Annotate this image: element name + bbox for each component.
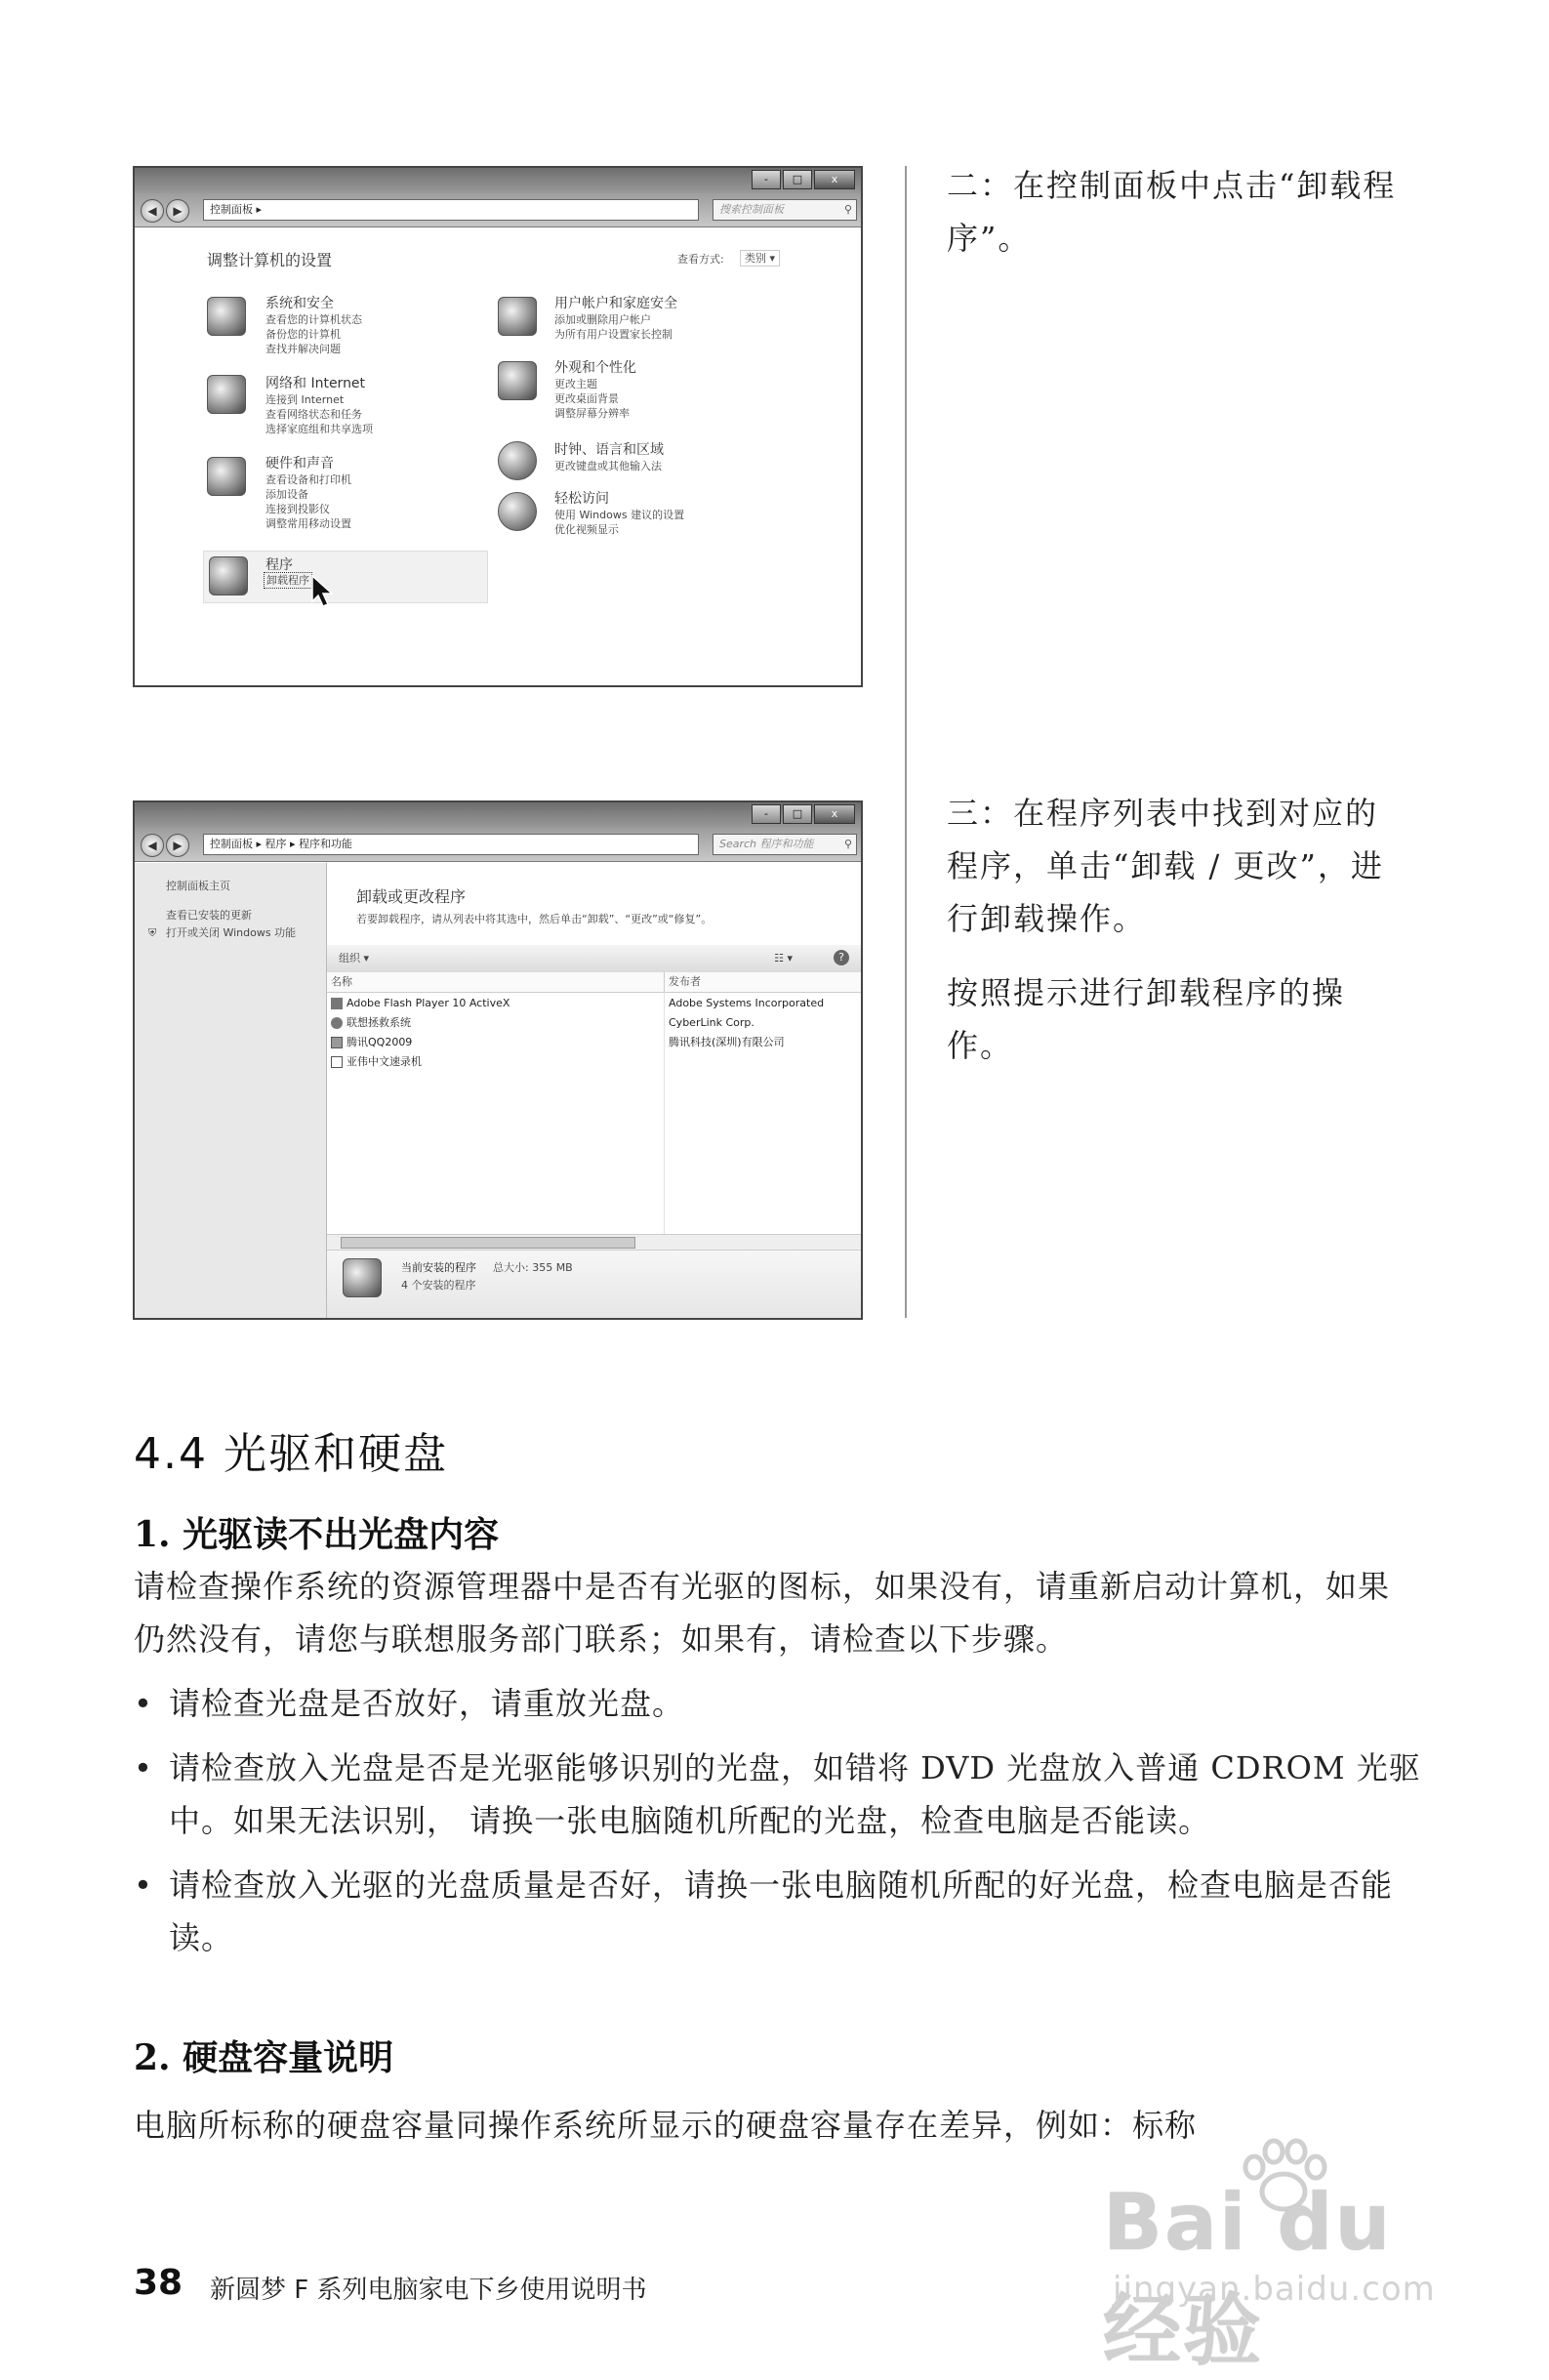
- uninstall-program-link[interactable]: 卸载程序: [264, 572, 312, 589]
- address-bar: [135, 828, 861, 862]
- horizontal-scrollbar[interactable]: [327, 1234, 861, 1251]
- minimize-button[interactable]: -: [752, 170, 781, 189]
- section-heading: 4.4 光驱和硬盘: [134, 1429, 448, 1479]
- subsection-heading-2: 2. 硬盘容量说明: [134, 2037, 394, 2078]
- task-link[interactable]: 添加或删除用户帐户: [554, 313, 651, 326]
- task-link[interactable]: 调整屏幕分辨率: [554, 407, 630, 420]
- window-titlebar: [135, 802, 861, 828]
- task-link[interactable]: 连接到 Internet: [265, 393, 345, 406]
- table-row[interactable]: [327, 994, 861, 1013]
- task-link[interactable]: 选择家庭组和共享选项: [265, 423, 373, 435]
- column-header-name[interactable]: 名称: [331, 975, 352, 988]
- book-title: 新圆梦 F 系列电脑家电下乡使用说明书: [210, 2276, 647, 2305]
- program-name: Adobe Flash Player 10 ActiveX: [346, 997, 510, 1009]
- breadcrumb[interactable]: 控制面板 ▸ 程序 ▸ 程序和功能: [203, 834, 699, 855]
- task-link[interactable]: 查看设备和打印机: [265, 473, 351, 486]
- category-link-user-accounts[interactable]: 用户帐户和家庭安全: [554, 296, 677, 311]
- status-title: 当前安装的程序: [401, 1261, 476, 1274]
- main-pane: [327, 863, 861, 1318]
- search-input[interactable]: Search 程序和功能 ⚲: [713, 834, 857, 855]
- step-2-text: 二：在控制面板中点击“卸载程序”。: [947, 167, 1397, 257]
- scrollbar-thumb[interactable]: [341, 1237, 635, 1249]
- close-button[interactable]: x: [814, 804, 855, 824]
- control-panel-body: [135, 228, 861, 685]
- column-divider: [905, 166, 907, 1318]
- minimize-button[interactable]: -: [752, 804, 781, 824]
- maximize-button[interactable]: □: [783, 804, 812, 824]
- sidebar-item-updates[interactable]: 查看已安装的更新: [166, 909, 252, 922]
- list-item: [134, 1742, 1428, 1847]
- window-titlebar: [135, 168, 861, 193]
- task-link[interactable]: 更改键盘或其他输入法: [554, 460, 662, 472]
- search-input[interactable]: 搜索控制面板 ⚲: [713, 199, 857, 221]
- help-icon[interactable]: ?: [834, 950, 849, 965]
- users-icon: [498, 297, 537, 336]
- program-name: 联想拯救系统: [346, 1016, 411, 1029]
- list-item: [134, 1859, 1428, 1964]
- bullet-icon: •: [134, 1685, 153, 1722]
- shield-icon: ⛨: [148, 926, 157, 939]
- step-3-text: 三：在程序列表中找到对应的程序，单击“卸载 / 更改”，进行卸载操作。: [947, 795, 1384, 937]
- monitor-icon: [498, 361, 537, 400]
- ease-access-icon: [498, 492, 537, 531]
- category-link-system-security[interactable]: 系统和安全: [265, 296, 334, 311]
- task-link[interactable]: 更改主题: [554, 378, 597, 390]
- program-publisher: CyberLink Corp.: [669, 1016, 754, 1029]
- printer-icon: [207, 457, 246, 496]
- task-link[interactable]: 添加设备: [265, 488, 308, 501]
- view-by-label: 查看方式:: [677, 253, 724, 266]
- table-row[interactable]: [327, 1013, 861, 1033]
- forward-arrow-icon[interactable]: ▶: [166, 834, 189, 857]
- clock-globe-icon: [498, 441, 537, 480]
- flash-icon: [331, 998, 343, 1009]
- search-icon: ⚲: [843, 838, 852, 850]
- search-icon: ⚲: [843, 203, 852, 216]
- back-arrow-icon[interactable]: ◀: [141, 834, 164, 857]
- task-link[interactable]: 使用 Windows 建议的设置: [554, 509, 685, 521]
- organize-menu[interactable]: 组织 ▾: [339, 952, 370, 964]
- category-link-network[interactable]: 网络和 Internet: [265, 376, 366, 391]
- task-link[interactable]: 调整常用移动设置: [265, 517, 351, 530]
- back-arrow-icon[interactable]: ◀: [141, 199, 164, 223]
- page-number: 38: [134, 2263, 183, 2303]
- list-item: [134, 1677, 1428, 1730]
- task-link[interactable]: 查找并解决问题: [265, 343, 341, 355]
- forward-arrow-icon[interactable]: ▶: [166, 199, 189, 223]
- paragraph-1: 请检查操作系统的资源管理器中是否有光驱的图标，如果没有，请重新启动计算机，如果仍然没有，请您与联想服务部门联系；如果有，请检查以下步骤。: [134, 1568, 1391, 1658]
- paragraph-2: 电脑所标称的硬盘容量同操作系统所显示的硬盘容量存在差异，例如：标称: [134, 2107, 1198, 2144]
- table-row[interactable]: [327, 1033, 861, 1052]
- programs-icon: [209, 556, 248, 595]
- close-button[interactable]: x: [814, 170, 855, 189]
- view-icon[interactable]: ☷ ▾: [774, 952, 793, 964]
- baidu-watermark: [1103, 2157, 1484, 2376]
- toolbar: [327, 945, 861, 973]
- page-description: 若要卸载程序，请从列表中将其选中，然后单击“卸载”、“更改”或“修复”。: [356, 913, 713, 925]
- status-size: 总大小: 355 MB: [493, 1261, 573, 1274]
- task-link[interactable]: 更改桌面背景: [554, 392, 619, 405]
- task-link[interactable]: 优化视频显示: [554, 523, 619, 536]
- programs-icon: [343, 1258, 382, 1297]
- globe-network-icon: [207, 375, 246, 414]
- programs-features-screenshot: [133, 800, 863, 1320]
- program-publisher: 腾讯科技(深圳)有限公司: [669, 1036, 785, 1048]
- task-link[interactable]: 备份您的计算机: [265, 328, 341, 341]
- task-link[interactable]: 查看网络状态和任务: [265, 408, 362, 421]
- maximize-button[interactable]: □: [783, 170, 812, 189]
- step-3-note: 按照提示进行卸载程序的操作。: [947, 974, 1346, 1064]
- bullet-icon: •: [134, 1867, 153, 1904]
- category-link-programs[interactable]: 程序: [265, 557, 293, 573]
- shield-icon: [207, 297, 246, 336]
- watermark-brand: Bai du 经验: [1103, 2177, 1393, 2376]
- sidebar-item-windows-features[interactable]: 打开或关闭 Windows 功能: [166, 926, 297, 939]
- watermark-url: jingyan.baidu.com: [1113, 2270, 1436, 2309]
- program-publisher: Adobe Systems Incorporated: [669, 997, 825, 1009]
- bullet-icon: •: [134, 1749, 153, 1786]
- program-icon: [331, 1056, 343, 1068]
- program-name: 亚伟中文速录机: [346, 1055, 422, 1068]
- category-link-ease-of-access[interactable]: 轻松访问: [554, 491, 609, 507]
- subsection-heading-1: 1. 光驱读不出光盘内容: [134, 1514, 500, 1555]
- list-item-text: 请检查放入光驱的光盘质量是否好，请换一张电脑随机所配的好光盘，检查电脑是否能读。: [169, 1867, 1394, 1956]
- breadcrumb[interactable]: 控制面板 ▸: [203, 199, 699, 221]
- qq-icon: [331, 1037, 343, 1048]
- category-link-clock-language[interactable]: 时钟、语言和区域: [554, 442, 664, 458]
- list-item-text: 请检查放入光盘是否是光驱能够识别的光盘，如错将 DVD 光盘放入普通 CDROM 光驱中。如果无法识别， 请换一张电脑随机所配的光盘，检查电脑是否能读。: [169, 1749, 1421, 1839]
- column-header-publisher[interactable]: 发布者: [669, 975, 701, 988]
- task-link[interactable]: 查看您的计算机状态: [265, 313, 362, 326]
- category-link-hardware[interactable]: 硬件和声音: [265, 456, 334, 472]
- control-panel-screenshot: [133, 166, 863, 687]
- program-name: 腾讯QQ2009: [346, 1036, 413, 1048]
- sidebar: [135, 863, 327, 1318]
- category-link-appearance[interactable]: 外观和个性化: [554, 360, 636, 376]
- address-bar: [135, 193, 861, 227]
- task-link[interactable]: 连接到投影仪: [265, 503, 330, 515]
- sidebar-item-home[interactable]: 控制面板主页: [166, 880, 230, 892]
- list-item-text: 请检查光盘是否放好，请重放光盘。: [169, 1685, 685, 1722]
- page-title: 卸载或更改程序: [356, 887, 467, 906]
- page-title: 调整计算机的设置: [207, 251, 333, 269]
- task-link[interactable]: 为所有用户设置家长控制: [554, 328, 673, 341]
- rescue-system-icon: [331, 1017, 343, 1029]
- status-bar: [327, 1250, 861, 1318]
- mouse-cursor-icon: [310, 574, 336, 609]
- view-by-dropdown[interactable]: 类别 ▾: [740, 250, 780, 267]
- table-row[interactable]: [327, 1052, 861, 1072]
- status-count: 4 个安装的程序: [401, 1279, 476, 1292]
- list-header: [327, 972, 861, 993]
